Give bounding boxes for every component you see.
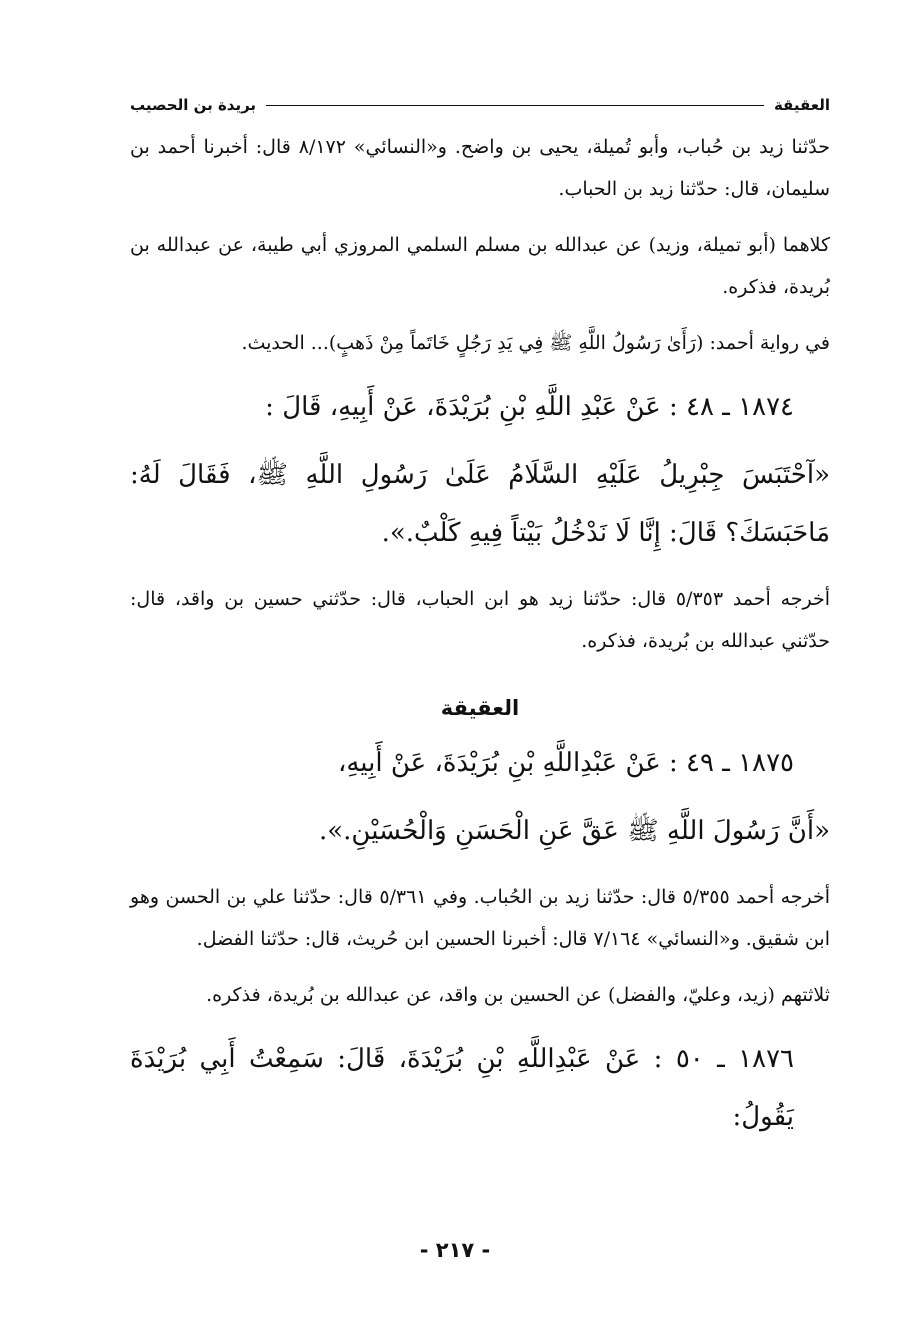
hadith-heading: ١٨٧٤ ـ ٤٨ : عَنْ عَبْدِ اللَّهِ بْنِ بُرَيْدَةَ، عَنْ أَبِيهِ، قَالَ :	[265, 392, 794, 422]
source-citation-paragraph: حدّثنا زيد بن حُباب، وأبو تُميلة، يحيى بن واضح. و«النسائي» ٨/١٧٢ قال: أخبرنا أحمد بن سليمان، قال: حدّثنا زيد بن الحباب.	[130, 136, 830, 200]
chain-paragraph: ثلاثتهم (زيد، وعليّ، والفضل) عن الحسين بن واقد، عن عبدالله بن بُريدة، فذكره.	[206, 984, 830, 1006]
header-rule	[266, 105, 764, 106]
page-body	[130, 126, 830, 1156]
hadith-text: «أَنَّ رَسُولَ اللَّهِ ﷺ عَقَّ عَنِ الْحَسَنِ وَالْحُسَيْنِ.».	[318, 816, 830, 846]
hadith-heading: ١٨٧٥ ـ ٤٩ : عَنْ عَبْدِاللَّهِ بْنِ بُرَيْدَةَ، عَنْ أَبِيهِ،	[337, 748, 794, 778]
hadith-text: «آحْتَبَسَ جِبْرِيلُ عَلَيْهِ السَّلَامُ عَلَىٰ رَسُولِ اللَّهِ ﷺ، فَقَالَ لَهُ: مَاحَبَسَكَ؟ قَالَ: إِنَّا لَا نَدْخُلُ بَيْتاً فِيهِ كَلْبٌ.».	[130, 460, 830, 548]
source-citation-paragraph: أخرجه أحمد ٥/٣٥٥ قال: حدّثنا زيد بن الحُباب. وفي ٥/٣٦١ قال: حدّثنا علي بن الحسن وهو ابن شقيق. و«النسائي» ٧/١٦٤ قال: أخبرنا الحسين ابن حُريث، قال: حدّثنا الفضل.	[130, 886, 831, 950]
running-header	[130, 92, 830, 118]
page-number: - ٢١٧ -	[419, 1238, 491, 1262]
source-citation-paragraph: أخرجه أحمد ٥/٣٥٣ قال: حدّثنا زيد هو ابن الحباب، قال: حدّثني حسين بن واقد، قال: حدّثني عبدالله بن بُريدة، فذكره.	[130, 588, 831, 652]
chain-paragraph: كلاهما (أبو تميلة، وزيد) عن عبدالله بن مسلم السلمي المروزي أبي طيبة، عن عبدالله بن بُريدة، فذكره.	[130, 234, 830, 298]
header-section-title: العقيقة	[773, 96, 830, 114]
section-heading: العقيقة	[440, 696, 520, 720]
hadith-heading: ١٨٧٦ ـ ٥٠ : عَنْ عَبْدِاللَّهِ بْنِ بُرَيْدَةَ، قَالَ: سَمِعْتُ أَبِي بُرَيْدَةَ يَقُولُ:	[130, 1044, 794, 1132]
variant-note-paragraph: في رواية أحمد: (رَأَىٰ رَسُولُ اللَّهِ ﷺ فِي يَدِ رَجُلٍ خَاتَماً مِنْ ذَهبٍ)... الحديث.	[241, 332, 830, 354]
header-topic-title: بريدة بن الحصيب	[130, 96, 257, 114]
